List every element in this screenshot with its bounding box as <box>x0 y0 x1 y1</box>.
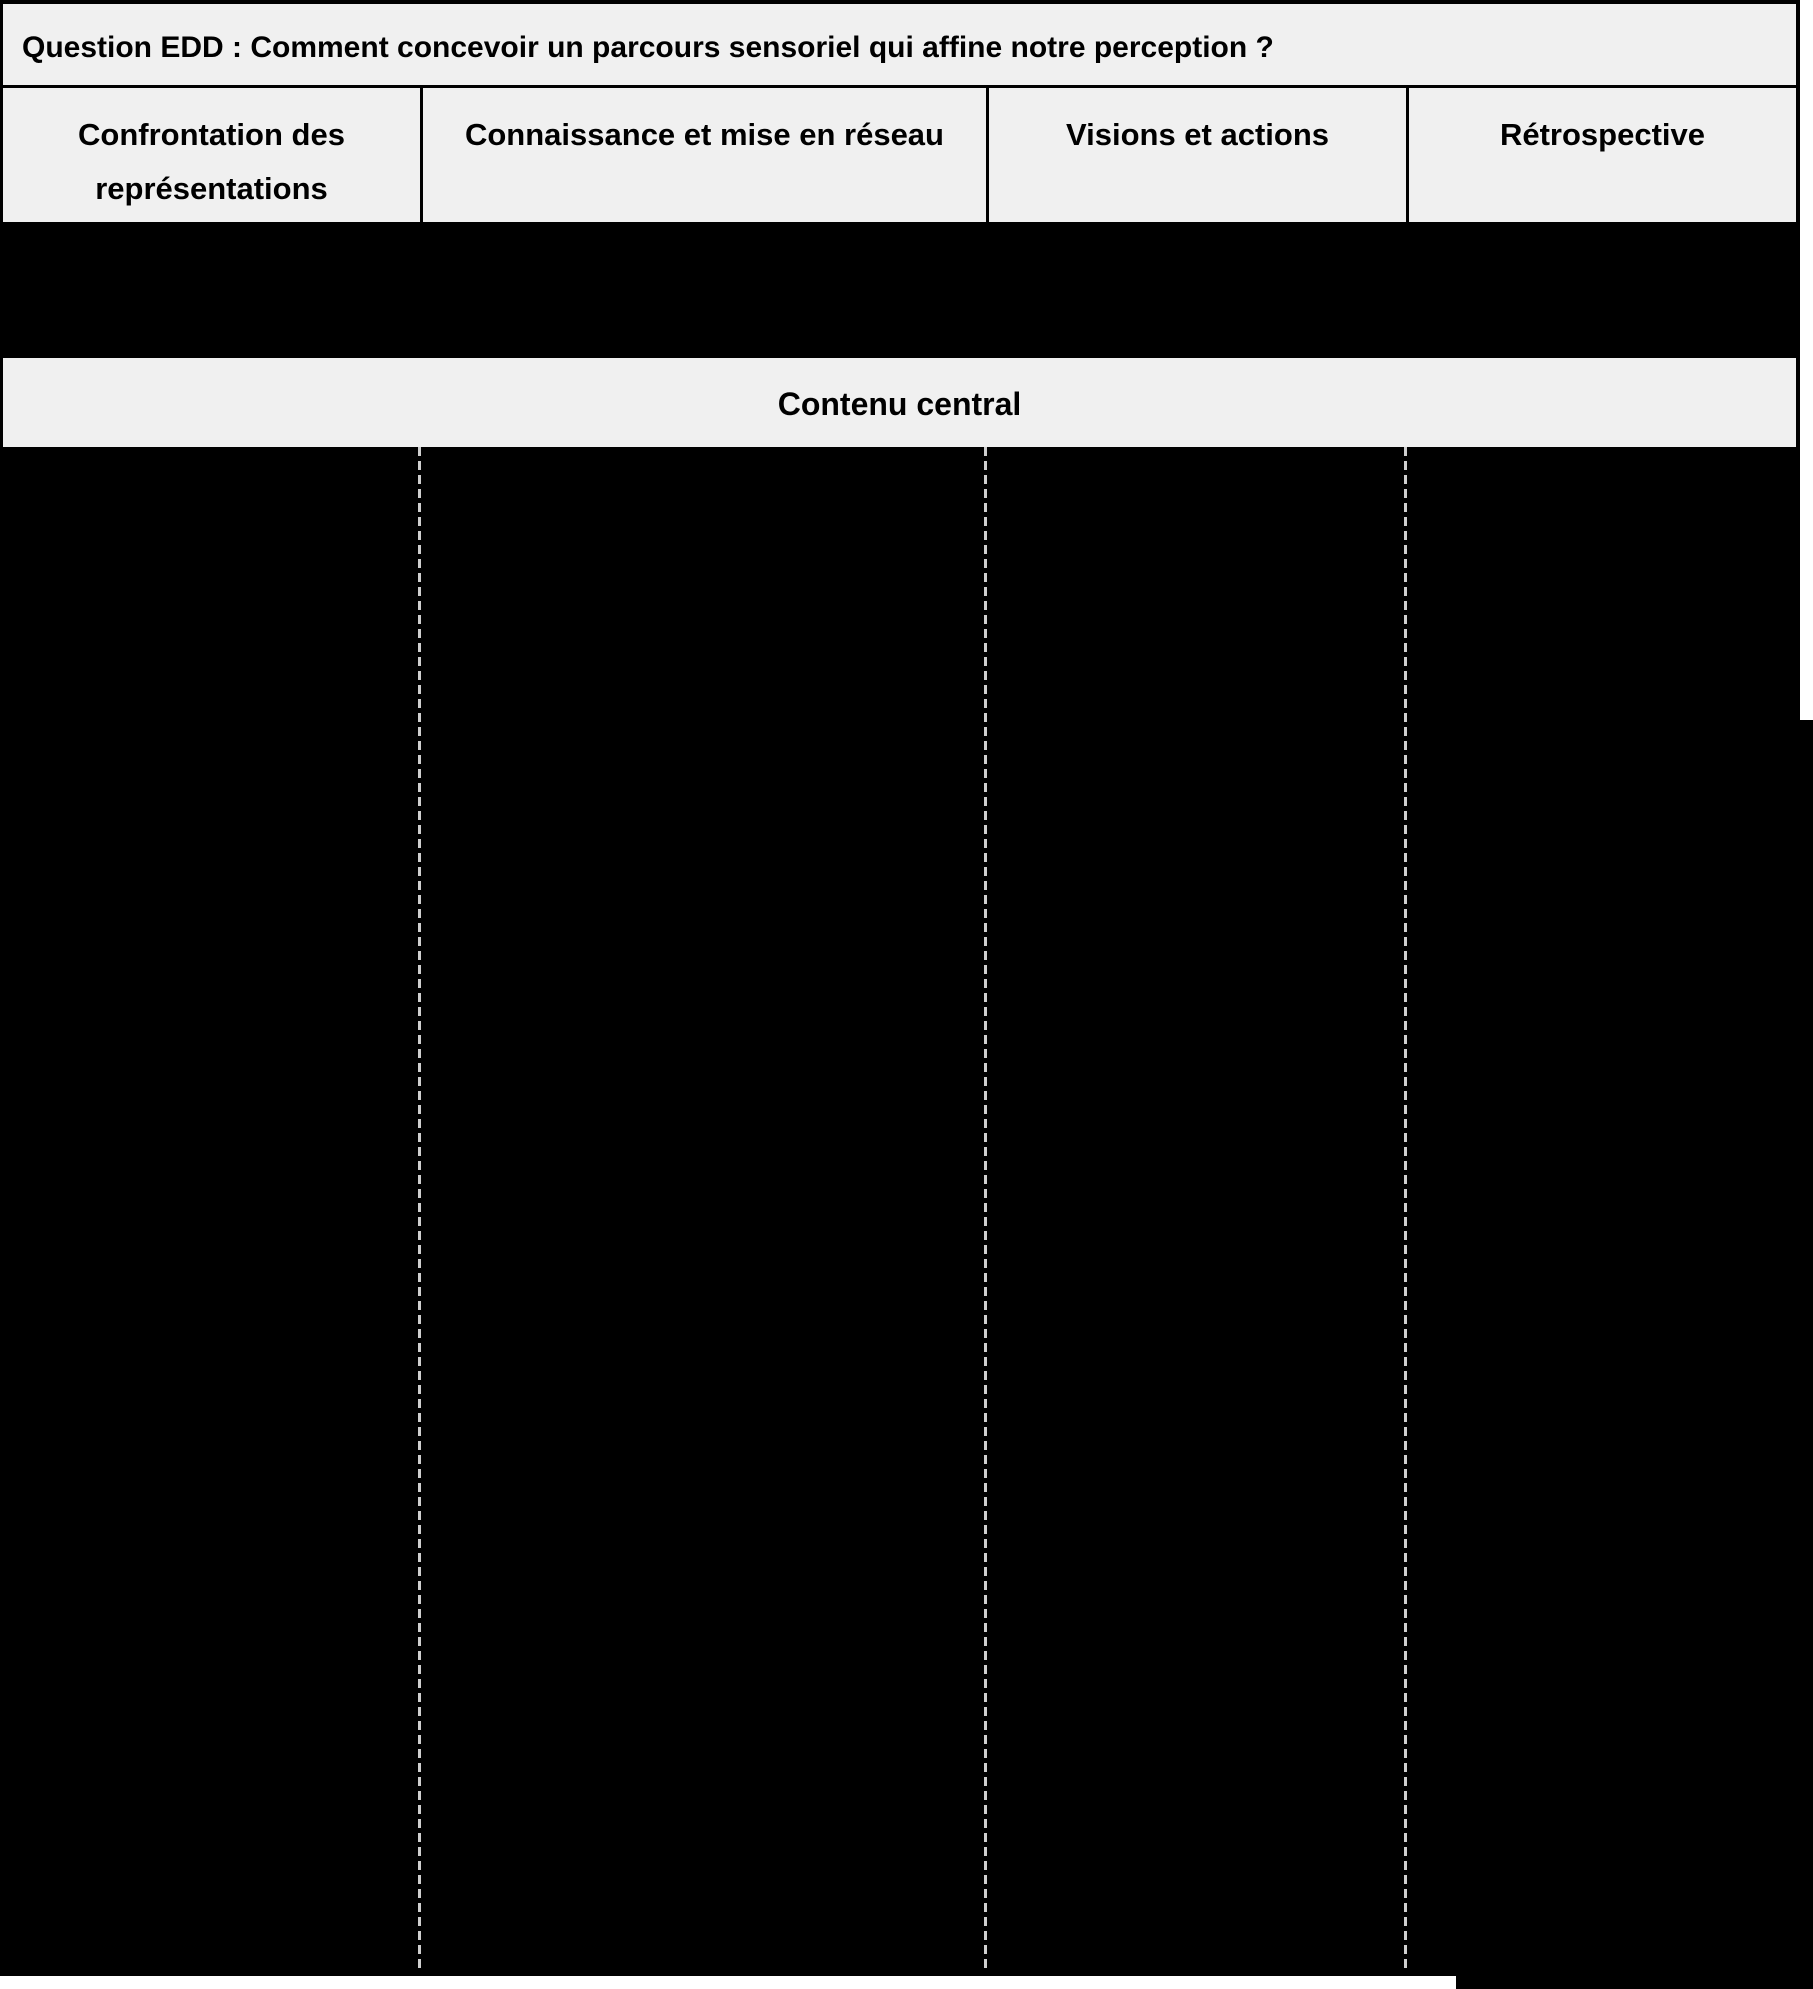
column-header-confrontation: Confrontation des représentations <box>78 117 345 206</box>
page-title: Question EDD : Comment concevoir un parcours sensoriel qui affine notre perception ? <box>22 30 1274 64</box>
table-title-row <box>0 0 1800 88</box>
section-header-label: Contenu central <box>777 386 1022 422</box>
section-header-row <box>0 358 1800 447</box>
redacted-content-area <box>0 447 1800 1976</box>
column-header-connaissance: Connaissance et mise en réseau <box>420 88 986 222</box>
column-separator-1 <box>418 447 421 1973</box>
column-header-visions: Visions et actions <box>986 88 1406 222</box>
redacted-row-upper <box>0 222 1800 358</box>
column-separator-3 <box>1404 447 1407 1973</box>
table-header-row <box>0 88 1800 222</box>
column-header-retrospective: Rétrospective <box>1406 88 1796 222</box>
redacted-bottom-right <box>1456 1976 1800 1989</box>
column-separator-2 <box>984 447 987 1973</box>
redacted-right-edge <box>1800 720 1813 1989</box>
